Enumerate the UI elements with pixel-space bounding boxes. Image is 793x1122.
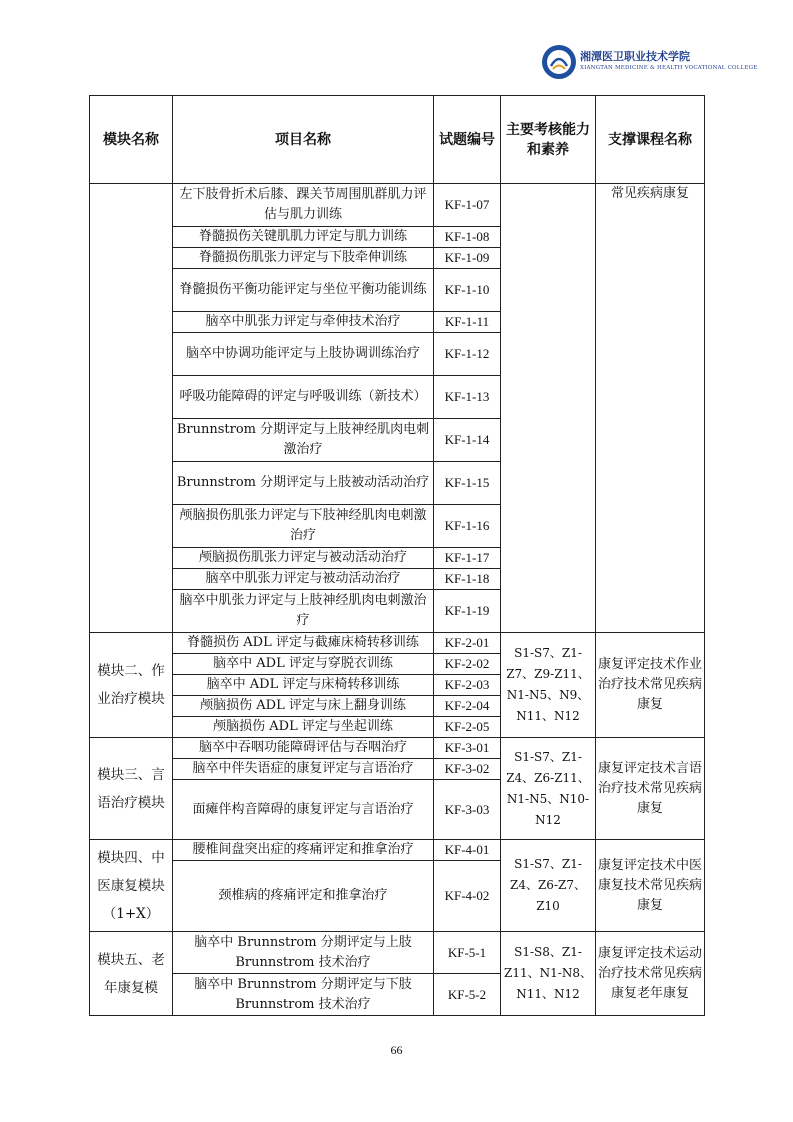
module1-name — [90, 184, 173, 633]
code-cell: KF-2-05 — [434, 717, 501, 738]
code-cell: KF-2-02 — [434, 654, 501, 675]
project-cell: 颅脑损伤 ADL 评定与坐起训练 — [173, 717, 434, 738]
header-module: 模块名称 — [90, 96, 173, 184]
project-cell: 脑卒中 Brunnstrom 分期评定与下肢 Brunnstrom 技术治疗 — [173, 974, 434, 1016]
project-cell: 颅脑损伤 ADL 评定与床上翻身训练 — [173, 696, 434, 717]
table-header-row — [90, 96, 705, 184]
code-cell: KF-5-2 — [434, 974, 501, 1016]
project-cell: 脑卒中肌张力评定与上肢神经肌肉电刺激治疗 — [173, 590, 434, 633]
project-cell: 脊髓损伤肌张力评定与下肢牵伸训练 — [173, 248, 434, 269]
code-cell: KF-1-12 — [434, 333, 501, 376]
school-name-en: XIANGTAN MEDICINE & HEALTH VOCATIONAL COLLEGE — [580, 65, 758, 71]
code-cell: KF-1-18 — [434, 569, 501, 590]
table-row — [90, 840, 705, 861]
code-cell: KF-1-16 — [434, 505, 501, 548]
module2-abilities: S1-S7、Z1-Z7、Z9-Z11、N1-N5、N9、N11、N12 — [501, 633, 596, 738]
project-cell: 腰椎间盘突出症的疼痛评定和推拿治疗 — [173, 840, 434, 861]
code-cell: KF-1-19 — [434, 590, 501, 633]
module1-abilities — [501, 184, 596, 633]
code-cell: KF-4-01 — [434, 840, 501, 861]
code-cell: KF-1-14 — [434, 419, 501, 462]
module3-courses: 康复评定技术言语治疗技术常见疾病康复 — [596, 738, 705, 840]
module5-name: 模块五、老年康复模 — [90, 932, 173, 1016]
code-cell: KF-1-07 — [434, 184, 501, 227]
code-cell: KF-4-02 — [434, 861, 501, 932]
project-cell: 脑卒中协调功能评定与上肢协调训练治疗 — [173, 333, 434, 376]
code-cell: KF-1-13 — [434, 376, 501, 419]
project-cell: 面瘫伴构音障碍的康复评定与言语治疗 — [173, 780, 434, 840]
header-courses: 支撑课程名称 — [596, 96, 705, 184]
code-cell: KF-1-10 — [434, 269, 501, 312]
code-cell: KF-1-15 — [434, 462, 501, 505]
module5-abilities: S1-S8、Z1-Z11、N1-N8、N11、N12 — [501, 932, 596, 1016]
module4-abilities: S1-S7、Z1-Z4、Z6-Z7、Z10 — [501, 840, 596, 932]
table-row — [90, 184, 705, 227]
project-cell: Brunnstrom 分期评定与上肢神经肌肉电刺激治疗 — [173, 419, 434, 462]
module4-name: 模块四、中医康复模块（1+X） — [90, 840, 173, 932]
project-cell: 脑卒中 Brunnstrom 分期评定与上肢 Brunnstrom 技术治疗 — [173, 932, 434, 974]
project-cell: 脑卒中吞咽功能障碍评估与吞咽治疗 — [173, 738, 434, 759]
module1-courses: 常见疾病康复 — [596, 184, 705, 633]
header-abilities: 主要考核能力和素养 — [501, 96, 596, 184]
assessment-table — [89, 95, 705, 1016]
header-project: 项目名称 — [173, 96, 434, 184]
code-cell: KF-1-17 — [434, 548, 501, 569]
code-cell: KF-3-03 — [434, 780, 501, 840]
code-cell: KF-1-08 — [434, 227, 501, 248]
project-cell: 脑卒中肌张力评定与被动活动治疗 — [173, 569, 434, 590]
school-name-cn: 湘潭医卫职业技术学院 — [580, 50, 690, 63]
code-cell: KF-3-01 — [434, 738, 501, 759]
header-code: 试题编号 — [434, 96, 501, 184]
page-number: 66 — [390, 1043, 403, 1057]
project-cell: 脊髓损伤关键肌肌力评定与肌力训练 — [173, 227, 434, 248]
table-row — [90, 932, 705, 974]
table-row — [90, 738, 705, 759]
code-cell: KF-2-04 — [434, 696, 501, 717]
project-cell: 脑卒中 ADL 评定与穿脱衣训练 — [173, 654, 434, 675]
module3-abilities: S1-S7、Z1-Z4、Z6-Z11、N1-N5、N10-N12 — [501, 738, 596, 840]
code-cell: KF-2-03 — [434, 675, 501, 696]
project-cell: 左下肢骨折术后膝、踝关节周围肌群肌力评估与肌力训练 — [173, 184, 434, 227]
project-cell: 颈椎病的疼痛评定和推拿治疗 — [173, 861, 434, 932]
code-cell: KF-2-01 — [434, 633, 501, 654]
code-cell: KF-3-02 — [434, 759, 501, 780]
module2-courses: 康复评定技术作业治疗技术常见疾病康复 — [596, 633, 705, 738]
project-cell: 脊髓损伤 ADL 评定与截瘫床椅转移训练 — [173, 633, 434, 654]
project-cell: 脊髓损伤平衡功能评定与坐位平衡功能训练 — [173, 269, 434, 312]
module3-name: 模块三、言语治疗模块 — [90, 738, 173, 840]
project-cell: 脑卒中 ADL 评定与床椅转移训练 — [173, 675, 434, 696]
code-cell: KF-1-09 — [434, 248, 501, 269]
project-cell: 脑卒中肌张力评定与牵伸技术治疗 — [173, 312, 434, 333]
module4-courses: 康复评定技术中医康复技术常见疾病康复 — [596, 840, 705, 932]
module5-courses: 康复评定技术运动治疗技术常见疾病康复老年康复 — [596, 932, 705, 1016]
table-row — [90, 633, 705, 654]
code-cell: KF-1-11 — [434, 312, 501, 333]
module2-name: 模块二、作业治疗模块 — [90, 633, 173, 738]
code-cell: KF-5-1 — [434, 932, 501, 974]
project-cell: Brunnstrom 分期评定与上肢被动活动治疗 — [173, 462, 434, 505]
project-cell: 颅脑损伤肌张力评定与被动活动治疗 — [173, 548, 434, 569]
project-cell: 脑卒中伴失语症的康复评定与言语治疗 — [173, 759, 434, 780]
project-cell: 呼吸功能障碍的评定与呼吸训练（新技术） — [173, 376, 434, 419]
project-cell: 颅脑损伤肌张力评定与下肢神经肌肉电刺激治疗 — [173, 505, 434, 548]
